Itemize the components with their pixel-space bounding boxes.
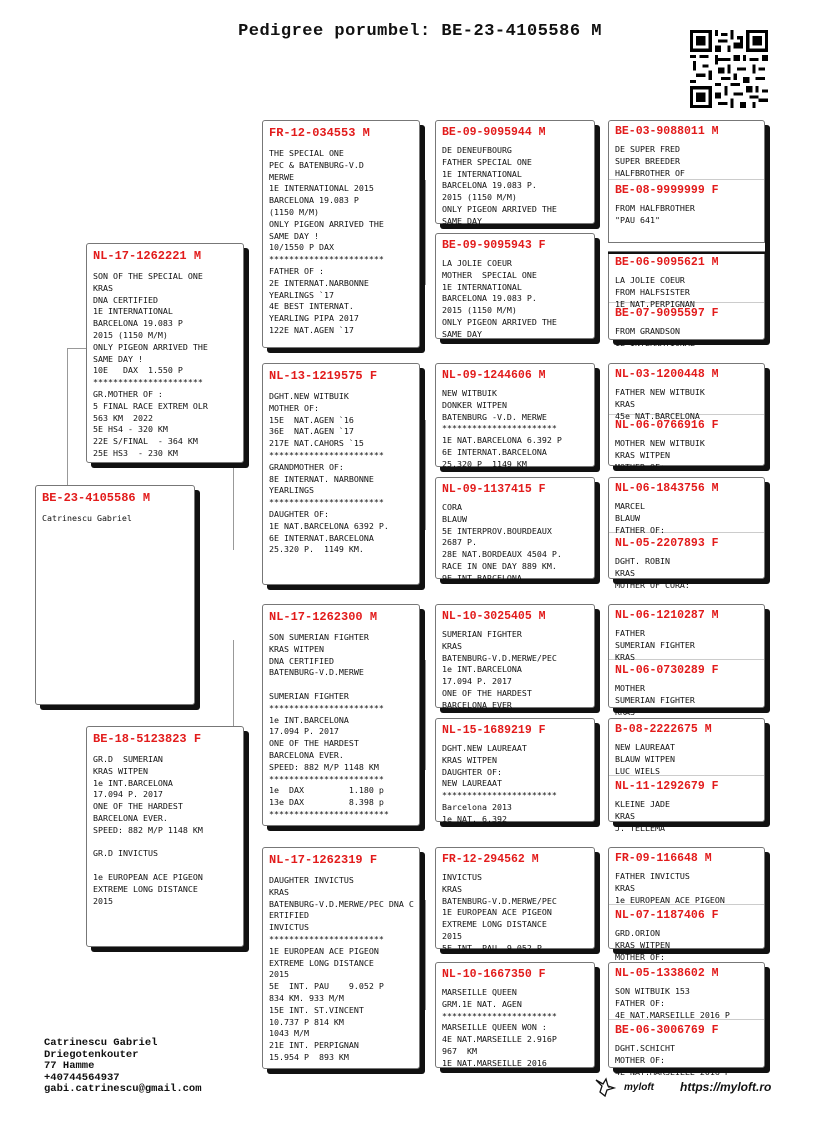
ring-number: NL-10-3025405 M — [442, 610, 546, 623]
pigeon-description: DE DENEUFBOURG FATHER SPECIAL ONE 1E INTERNATIONAL BARCELONA 19.083 P. 2015 (1150 M/M) ONLY PIGEON ARRIVED THE SAME DAY — [442, 145, 557, 226]
owner-address-line1: Driegotenkouter — [44, 1048, 139, 1061]
gen3-card-4[interactable] — [435, 477, 595, 583]
gen4-entry — [609, 605, 764, 662]
ring-number: BE-07-9095597 F — [615, 307, 719, 320]
ring-number: NL-09-1244606 M — [442, 369, 546, 382]
ring-number: BE-08-9999999 F — [615, 184, 719, 197]
connector-gen2-d — [425, 900, 426, 1010]
pigeon-description: THE SPECIAL ONE PEC & BATENBURG-V.D MERWE 1E INTERNATIONAL 2015 BARCELONA 19.083 P (1150 M/M) ONLY PIGEON ARRIVED THE SAME DAY ! 10/1550 P DAX *********************** FATHER OF : 2E INTERNAT.NARBONNE YEARLINGS `17 4E BEST INTERNAT. YEARLING PIPA 2017 122E NAT.AGEN `17 — [269, 148, 384, 335]
ring-number: BE-18-5123823 F — [93, 732, 202, 746]
ring-number: FR-12-294562 M — [442, 853, 539, 866]
pigeon-description: SON WITBUIK 153 FATHER OF: 4E NAT.MARSEILLE 2016 P — [615, 986, 730, 1020]
owner-email[interactable]: gabi.catrinescu@gmail.com — [44, 1083, 202, 1095]
ring-number: FR-09-116648 M — [615, 852, 712, 865]
gen4-entry — [609, 364, 764, 421]
page-title: Pedigree porumbel: BE-23-4105586 M — [238, 22, 602, 41]
gen4-pair-6[interactable] — [608, 847, 765, 962]
ring-number: NL-17-1262319 F — [269, 853, 378, 867]
ring-number: BE-06-3006769 F — [615, 1024, 719, 1037]
gen3-card-8[interactable] — [435, 962, 595, 1068]
ring-number: NL-06-0730289 F — [615, 664, 719, 677]
ring-number: NL-15-1689219 F — [442, 724, 546, 737]
gen4-entry — [609, 963, 764, 1019]
pigeon-description: DGHT.NEW LAUREAAT KRAS WITPEN DAUGHTER OF: NEW LAUREAAT *********************** Barcelona 2013 1e NAT. 6.392 — [442, 743, 557, 824]
gen4-entry — [609, 848, 764, 904]
gen4-entry — [609, 775, 764, 832]
pigeon-description: DGHT.NEW WITBUIK MOTHER OF: 15E NAT.AGEN `16 36E NAT.AGEN `17 217E NAT.CAHORS `15 *********************** GRANDMOTHER OF: 8E INTERNAT. NARBONNE YEARLINGS *********************** DAUGHTER OF: 1E NAT.BARCELONA 6392 P. 6E INTERNAT.BARCELONA 25.320 P. 1149 KM. — [269, 391, 389, 555]
pigeon-description: NEW LAUREAAT BLAUW WITPEN LUC WIELS — [615, 742, 675, 776]
ring-number: NL-13-1219575 F — [269, 369, 378, 383]
ring-number: NL-06-1210287 M — [615, 609, 719, 622]
ring-number: NL-10-1667350 F — [442, 968, 546, 981]
gen4-entry — [609, 719, 764, 775]
pigeon-description: NEW WITBUIK DONKER WITPEN BATENBURG -V.D. MERWE *********************** 1E NAT.BARCELONA 6.392 P 6E INTERNAT.BARCELONA 25.320 P 1149 KM — [442, 388, 562, 469]
gen4-pair-5[interactable] — [608, 718, 765, 833]
gen4-entry — [609, 302, 764, 357]
pigeon-description: FROM HALFBROTHER "PAU 641" — [615, 203, 695, 225]
gen3-card-1[interactable] — [435, 120, 595, 224]
gen3-card-2[interactable] — [435, 233, 595, 339]
ring-number: NL-17-1262221 M — [93, 249, 202, 263]
pigeon-description: FATHER INVICTUS KRAS 1e EUROPEAN ACE PIGEON — [615, 871, 725, 905]
ring-number: NL-17-1262300 M — [269, 610, 378, 624]
pigeon-description: MARCEL BLAUW FATHER OF: — [615, 501, 665, 535]
ring-number: BE-09-9095943 F — [442, 239, 546, 252]
ring-number: NL-07-1187406 F — [615, 909, 719, 922]
pigeon-description: CORA BLAUW 5E INTERPROV.BOURDEAUX 2687 P. 28E NAT.BORDEAUX 4504 P. RACE IN ONE DAY 889 KM. 9E INT.BARCELONA — [442, 502, 562, 583]
brand-logo: myloft — [624, 1081, 654, 1093]
connector-gen2-c — [425, 660, 426, 770]
brand-footer — [594, 1076, 771, 1098]
gen4-entry — [609, 478, 764, 535]
gen4-entry — [609, 904, 764, 962]
grandsire-maternal-card[interactable] — [262, 604, 420, 826]
brand-url-link[interactable]: https://myloft.ro — [680, 1080, 772, 1094]
granddam-paternal-card[interactable] — [262, 363, 420, 585]
pigeon-description: FATHER NEW WITBUIK KRAS 45e NAT.BARCELONA — [615, 387, 705, 421]
sire-card[interactable] — [86, 243, 244, 463]
gen4-pair-3[interactable] — [608, 477, 765, 590]
pigeon-description: SON SUMERIAN FIGHTER KRAS WITPEN DNA CERTIFIED BATENBURG-V.D.MERWE SUMERIAN FIGHTER *********************** 1e INT.BARCELONA 17.094 P. 2017 ONE OF THE HARDEST BARCELONA EVER. SPEED: 882 M/P 1148 KM *********************** 1e DAX 1.180 p 13e DAX 8.398 p ************************ — [269, 632, 389, 819]
ring-number: NL-05-2207893 F — [615, 537, 719, 550]
pigeon-description: FATHER SUMERIAN FIGHTER KRAS — [615, 628, 695, 662]
gen4-pair-1[interactable] — [608, 120, 765, 348]
ring-number: NL-03-1200448 M — [615, 368, 719, 381]
pigeon-logo-icon — [594, 1076, 616, 1098]
owner-phone: +40744564937 — [44, 1071, 120, 1084]
ring-number: BE-03-9088011 M — [615, 125, 719, 138]
ring-number: NL-05-1338602 M — [615, 967, 719, 980]
ring-number: NL-06-1843756 M — [615, 482, 719, 495]
card-separator — [608, 242, 765, 252]
pigeon-description: SUMERIAN FIGHTER KRAS BATENBURG-V.D.MERWE/PEC 1e INT.BARCELONA 17.094 P. 2017 ONE OF THE HARDEST BARCELONA EVER — [442, 629, 557, 710]
connector-subject-sire — [67, 348, 87, 349]
gen3-card-6[interactable] — [435, 718, 595, 822]
pigeon-description: DGHT.SCHICHT MOTHER OF: 4E NAT.MARSEILLE 2016 P — [615, 1043, 730, 1077]
ring-number: NL-09-1137415 F — [442, 483, 546, 496]
gen3-card-5[interactable] — [435, 604, 595, 708]
gen3-card-3[interactable] — [435, 363, 595, 467]
connector-gen2-b — [425, 420, 426, 530]
pigeon-description: DGHT. ROBIN KRAS MOTHER OF CORA: — [615, 556, 690, 590]
owner-name: Catrinescu Gabriel — [44, 1037, 158, 1049]
gen4-pair-4[interactable] — [608, 604, 765, 717]
ring-number: FR-12-034553 M — [269, 126, 370, 140]
connector-gen2-a — [425, 180, 426, 285]
granddam-maternal-card[interactable] — [262, 847, 420, 1069]
subject-card[interactable] — [35, 485, 195, 705]
grandsire-paternal-card[interactable] — [262, 120, 420, 348]
ring-number: BE-06-9095621 M — [615, 256, 719, 269]
pigeon-description: LA JOLIE COEUR MOTHER SPECIAL ONE 1E INTERNATIONAL BARCELONA 19.083 P. 2015 (1150 M/M) ONLY PIGEON ARRIVED THE SAME DAY — [442, 258, 557, 339]
gen4-entry — [609, 1019, 764, 1078]
dam-card[interactable] — [86, 726, 244, 947]
ring-number: B-08-2222675 M — [615, 723, 712, 736]
owner-name: Catrinescu Gabriel — [42, 513, 132, 523]
gen3-card-7[interactable] — [435, 847, 595, 953]
owner-contact — [44, 1038, 202, 1096]
pigeon-description: LA JOLIE COEUR FROM HALFSISTER 1E NAT.PERPIGNAN — [615, 275, 695, 309]
pigeon-description: INVICTUS KRAS BATENBURG-V.D.MERWE/PEC 1E EUROPEAN ACE PIGEON EXTREME LONG DISTANCE 2015 5E INT. PAU 9.052 P — [442, 872, 557, 953]
gen4-pair-2[interactable] — [608, 363, 765, 472]
pigeon-description: SON OF THE SPECIAL ONE KRAS DNA CERTIFIED 1E INTERNATIONAL BARCELONA 19.083 P 2015 (1150 M/M) ONLY PIGEON ARRIVED THE SAME DAY ! 10E DAX 1.550 P ********************** GR.MOTHER OF : 5 FINAL RACE EXTREM OLR 563 KM 2022 5E HS4 - 320 KM 22E S/FINAL - 364 KM 25E HS3 - 230 KM — [93, 271, 208, 458]
gen4-entry — [609, 414, 764, 476]
pigeon-description: MOTHER NEW WITBUIK KRAS WITPEN MOTHER OF: — [615, 438, 705, 472]
pigeon-description: MARSEILLE QUEEN GRM.1E NAT. AGEN *********************** MARSEILLE QUEEN WON : 4E NAT.MARSEILLE 2.916P 967 KM 1E NAT.MARSEILLE 2016 — [442, 987, 557, 1068]
gen4-entry — [609, 659, 764, 718]
gen4-entry — [609, 121, 764, 179]
ring-number: NL-06-0766916 F — [615, 419, 719, 432]
pigeon-description: MOTHER SUMERIAN FIGHTER KRAS — [615, 683, 695, 717]
pigeon-description: DE SUPER FRED SUPER BREEDER HALFBROTHER OF — [615, 144, 685, 178]
gen4-entry — [609, 179, 764, 242]
gen4-entry — [609, 532, 764, 589]
gen4-entry — [609, 252, 764, 309]
pigeon-description: FROM GRANDSON 1E INTERNATIONAL — [615, 326, 695, 348]
pigeon-description: KLEINE JADE KRAS J. TELLEMA — [615, 799, 670, 833]
owner-address-line2: 77 Hamme — [44, 1060, 95, 1072]
qr-code — [690, 30, 768, 108]
gen4-pair-7[interactable] — [608, 962, 765, 1077]
ring-number: NL-11-1292679 F — [615, 780, 719, 793]
pigeon-description: DAUGHTER INVICTUS KRAS BATENBURG-V.D.MERWE/PEC DNA C ERTIFIED INVICTUS *********************** 1E EUROPEAN ACE PIGEON EXTREME LONG DISTANCE 2015 5E INT. PAU 9.052 P 834 KM. 933 M/M 15E INT. ST.VINCENT 10.737 P 814 KM 1043 M/M 21E INT. PERPIGNAN 15.954 P 893 KM — [269, 875, 414, 1062]
pigeon-description: GR.D SUMERIAN KRAS WITPEN 1e INT.BARCELONA 17.094 P. 2017 ONE OF THE HARDEST BARCELONA EVER. SPEED: 882 M/P 1148 KM GR.D INVICTUS 1e EUROPEAN ACE PIGEON EXTREME LONG DISTANCE 2015 — [93, 754, 203, 906]
pigeon-description: GRD.ORION KRAS WITPEN MOTHER OF: — [615, 928, 670, 962]
ring-number: BE-09-9095944 M — [442, 126, 546, 139]
ring-number: BE-23-4105586 M — [42, 491, 151, 505]
